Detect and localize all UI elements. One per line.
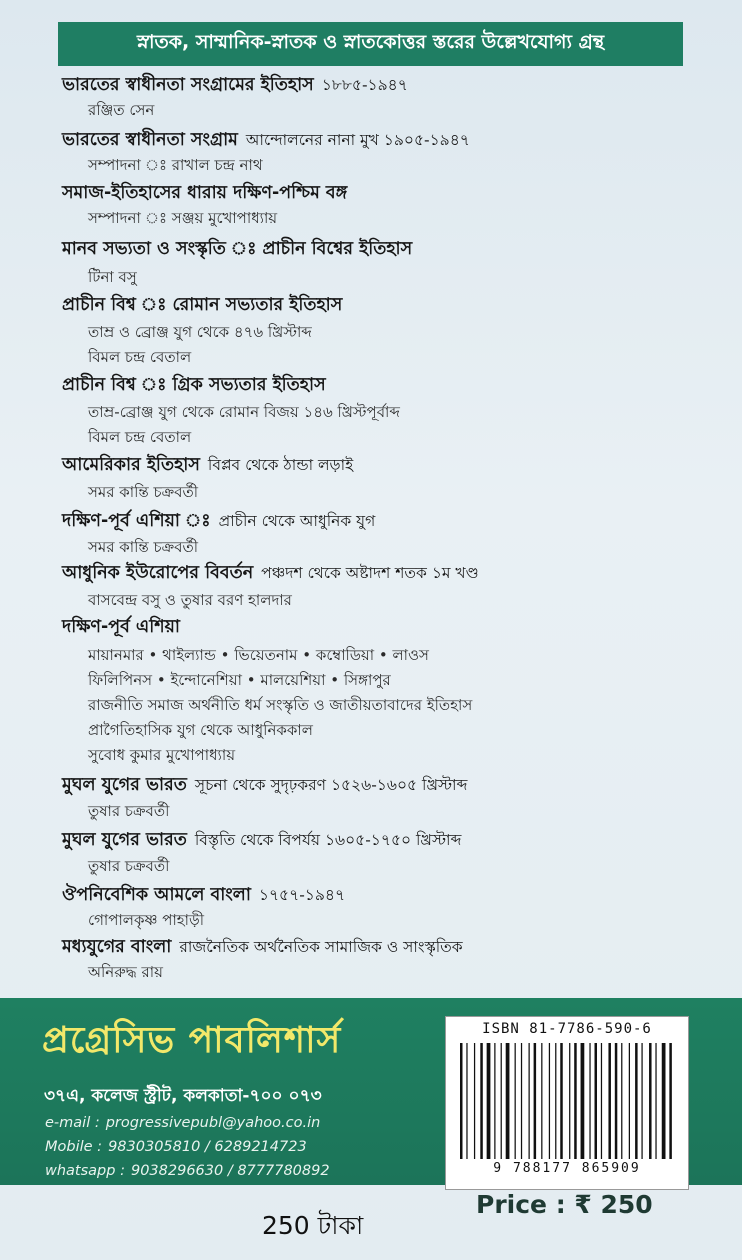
barcode-bar bbox=[560, 1043, 563, 1159]
book-title-line bbox=[62, 72, 408, 101]
book-title: মানব সভ্যতা ও সংস্কৃতি ঃ প্রাচীন বিশ্বের ইতিহাস bbox=[62, 239, 413, 259]
book-subtitle: প্রাচীন থেকে আধুনিক যুগ bbox=[218, 512, 376, 530]
book-author: সম্পাদনা ঃ সঞ্জয় মুখোপাধ্যায় bbox=[88, 209, 278, 227]
barcode-bar bbox=[641, 1043, 642, 1159]
publisher-address: ৩৭এ, কলেজ স্ট্রীট, কলকাতা-৭০০ ০৭৩ bbox=[44, 1086, 322, 1106]
email-value: progressivepubl@yahoo.co.in bbox=[105, 1115, 321, 1131]
isbn-number: ISBN 81-7786-590-6 bbox=[482, 1021, 652, 1037]
contact-mobile bbox=[45, 1139, 307, 1155]
book-title: মধ্যযুগের বাংলা bbox=[62, 937, 172, 957]
barcode-bar bbox=[629, 1043, 630, 1159]
book-subtitle: বিস্তৃতি থেকে বিপর্যয় ১৬০৫-১৭৫০ খ্রিস্টাব্দ bbox=[194, 831, 462, 849]
barcode-bar bbox=[574, 1043, 577, 1159]
barcode-bar bbox=[549, 1043, 550, 1159]
barcode-bar bbox=[615, 1043, 618, 1159]
book-title-line bbox=[62, 180, 355, 209]
mobile-value: 9830305810 / 6289214723 bbox=[108, 1139, 307, 1155]
barcode-bar bbox=[474, 1043, 475, 1159]
book-title-line bbox=[62, 772, 467, 801]
book-description: মায়ানমার • থাইল্যান্ড • ভিয়েতনাম • কম্বোডিয়া • লাওস bbox=[88, 646, 429, 664]
book-author: বিমল চন্দ্র বেতাল bbox=[88, 348, 192, 366]
barcode-bar bbox=[480, 1043, 483, 1159]
book-description: ফিলিপিনস • ইন্দোনেশিয়া • মালয়েশিয়া • সিঙ্গাপুর bbox=[88, 671, 391, 689]
contact-email bbox=[45, 1115, 320, 1131]
barcode-bar bbox=[515, 1043, 516, 1159]
book-title-line bbox=[62, 934, 463, 963]
book-subtitle: রাজনৈতিক অর্থনৈতিক সামাজিক ও সাংস্কৃতিক bbox=[179, 938, 463, 956]
barcode-bar bbox=[649, 1043, 652, 1159]
barcode-bar bbox=[608, 1043, 611, 1159]
barcode-bar bbox=[595, 1043, 598, 1159]
book-subtitle: ১৭৫৭-১৯৪৭ bbox=[258, 886, 346, 904]
book-title-line bbox=[62, 508, 375, 537]
price-bottom-text: 250 টাকা bbox=[262, 1211, 364, 1240]
barcode-icon bbox=[458, 1043, 676, 1159]
section-heading-band bbox=[58, 22, 683, 66]
barcode-bar bbox=[601, 1043, 602, 1159]
barcode-bar bbox=[506, 1043, 510, 1159]
book-title-line bbox=[62, 614, 188, 643]
barcode-digits: 9 788177 865909 bbox=[493, 1161, 641, 1176]
book-title-line bbox=[62, 127, 470, 156]
book-title-line bbox=[62, 292, 350, 321]
whatsapp-value: 9038296630 / 8777780892 bbox=[130, 1163, 330, 1179]
barcode-bar bbox=[460, 1043, 463, 1159]
book-subtitle: ১৮৮৫-১৯৪৭ bbox=[321, 76, 408, 94]
isbn-barcode bbox=[445, 1016, 689, 1190]
book-title-line bbox=[62, 827, 461, 856]
book-title: মুঘল যুগের ভারত bbox=[62, 830, 187, 850]
book-title-line bbox=[62, 560, 479, 589]
book-title: প্রাচীন বিশ্ব ঃ রোমান সভ্যতার ইতিহাস bbox=[62, 295, 343, 315]
book-author: বাসবেন্দ্র বসু ও তুষার বরণ হালদার bbox=[88, 591, 292, 609]
book-title: আধুনিক ইউরোপের বিবর্তন bbox=[62, 563, 254, 583]
book-subtitle: বিপ্লব থেকে ঠান্ডা লড়াই bbox=[207, 456, 354, 474]
book-title: মুঘল যুগের ভারত bbox=[62, 775, 187, 795]
barcode-bar bbox=[655, 1043, 656, 1159]
book-title: সমাজ-ইতিহাসের ধারায় দক্ষিণ-পশ্চিম বঙ্গ bbox=[62, 183, 348, 203]
book-title: দক্ষিণ-পূর্ব এশিয়া ঃ bbox=[62, 511, 211, 531]
book-author: সুবোধ কুমার মুখোপাধ্যায় bbox=[88, 746, 236, 764]
barcode-bar bbox=[555, 1043, 556, 1159]
barcode-bar bbox=[487, 1043, 491, 1159]
book-subtitle: পঞ্চদশ থেকে অষ্টাদশ শতক ১ম খণ্ড bbox=[261, 564, 479, 582]
barcode-bar bbox=[534, 1043, 537, 1159]
book-description: রাজনীতি সমাজ অর্থনীতি ধর্ম সংস্কৃতি ও জাতীয়তাবাদের ইতিহাস bbox=[88, 696, 473, 714]
book-title: ঔপনিবেশিক আমলে বাংলা bbox=[62, 885, 251, 905]
book-title-line bbox=[62, 372, 334, 401]
book-author: টিনা বসু bbox=[88, 268, 137, 286]
contact-whatsapp bbox=[45, 1163, 330, 1179]
book-title: ভারতের স্বাধীনতা সংগ্রাম bbox=[62, 130, 238, 150]
barcode-bar bbox=[494, 1043, 495, 1159]
book-author: অনিরুদ্ধ রায় bbox=[88, 963, 163, 981]
barcode-bar bbox=[621, 1043, 622, 1159]
barcode-bar bbox=[581, 1043, 585, 1159]
book-author: বিমল চন্দ্র বেতাল bbox=[88, 428, 192, 446]
price-label: Price : ₹ 250 bbox=[476, 1190, 653, 1219]
publisher-name: প্রগ্রেসিভ পাবলিশার্স bbox=[42, 1020, 342, 1061]
book-author: গোপালকৃষ্ণ পাহাড়ী bbox=[88, 911, 205, 929]
barcode-bar bbox=[501, 1043, 502, 1159]
book-subtitle: আন্দোলনের নানা মুখ ১৯০৫-১৯৪৭ bbox=[245, 131, 470, 149]
barcode-bar bbox=[635, 1043, 638, 1159]
barcode-bar bbox=[662, 1043, 666, 1159]
whatsapp-label: whatsapp : bbox=[45, 1163, 125, 1179]
book-description: তাম্র-ব্রোঞ্জ যুগ থেকে রোমান বিজয় ১৪৬ খ্রিস্টপূর্বাব্দ bbox=[88, 403, 400, 421]
section-heading: স্নাতক, সাম্মানিক-স্নাতক ও স্নাতকোত্তর স্তরের উল্লেখযোগ্য গ্রন্থ bbox=[136, 31, 605, 53]
barcode-bar bbox=[466, 1043, 467, 1159]
book-title-line bbox=[62, 882, 345, 911]
book-author: তুষার চক্রবর্তী bbox=[88, 802, 170, 820]
barcode-bar bbox=[569, 1043, 570, 1159]
barcode-bar bbox=[669, 1043, 672, 1159]
email-label: e-mail : bbox=[45, 1115, 100, 1131]
book-title: দক্ষিণ-পূর্ব এশিয়া bbox=[62, 617, 180, 637]
book-description: তাম্র ও ব্রোঞ্জ যুগ থেকে ৪৭৬ খ্রিস্টাব্দ bbox=[88, 323, 312, 341]
book-author: সমর কান্তি চক্রবর্তী bbox=[88, 538, 199, 556]
book-subtitle: সূচনা থেকে সুদৃঢ়করণ ১৫২৬-১৬০৫ খ্রিস্টাব্দ bbox=[194, 776, 468, 794]
book-author: রঞ্জিত সেন bbox=[88, 101, 155, 119]
book-title: প্রাচীন বিশ্ব ঃ গ্রিক সভ্যতার ইতিহাস bbox=[62, 375, 326, 395]
barcode-bar bbox=[541, 1043, 542, 1159]
book-author: তুষার চক্রবর্তী bbox=[88, 857, 170, 875]
book-title-line bbox=[62, 452, 353, 481]
barcode-bar bbox=[589, 1043, 590, 1159]
barcode-bar bbox=[529, 1043, 530, 1159]
barcode-bar bbox=[521, 1043, 522, 1159]
book-title-line bbox=[62, 236, 420, 265]
book-title: আমেরিকার ইতিহাস bbox=[62, 455, 200, 475]
book-description: প্রাগৈতিহাসিক যুগ থেকে আধুনিককাল bbox=[88, 721, 313, 739]
book-author: সম্পাদনা ঃ রাখাল চন্দ্র নাথ bbox=[88, 156, 263, 174]
book-author: সমর কান্তি চক্রবর্তী bbox=[88, 483, 199, 501]
mobile-label: Mobile : bbox=[45, 1139, 103, 1155]
book-title: ভারতের স্বাধীনতা সংগ্রামের ইতিহাস bbox=[62, 75, 314, 95]
